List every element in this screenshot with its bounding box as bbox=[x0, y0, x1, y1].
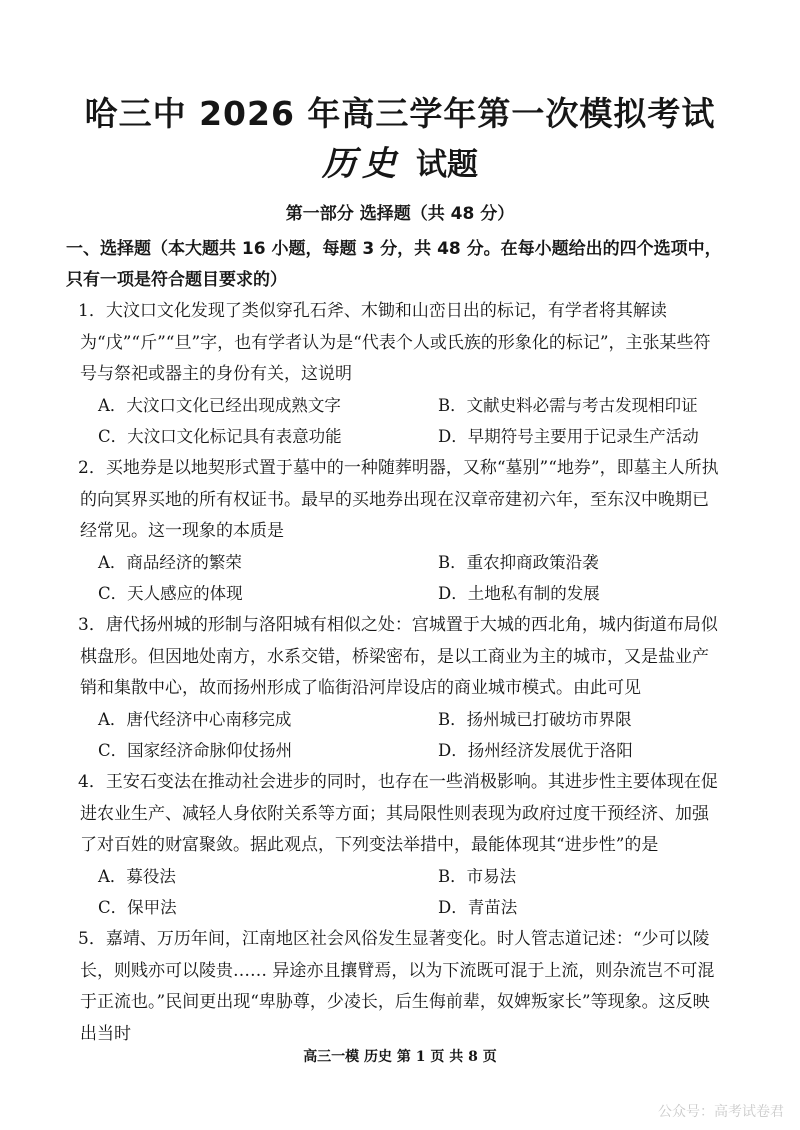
option-a: A．商品经济的繁荣 bbox=[98, 553, 242, 572]
watermark: 公众号：高考试卷君 bbox=[658, 1104, 784, 1120]
option-d: D．早期符号主要用于记录生产活动 bbox=[438, 427, 699, 446]
option-b: B．重农抑商政策沿袭 bbox=[438, 553, 599, 572]
page-footer: 高三一模 历史 第 1 页 共 8 页 bbox=[303, 1049, 497, 1065]
subject-suffix: 试题 bbox=[416, 147, 478, 183]
question-stem: 3．唐代扬州城的形制与洛阳城有相似之处：宫城置于大城的西北角，城内街道布局似棋盘形。但因地处南方，水系交错，桥梁密布，是以工商业为主的城市，又是盐业产销和集散中心，故而扬州形成了临街沿河岸设店的商业城市模式。由此可见 bbox=[78, 615, 718, 698]
option-d: D．土地私有制的发展 bbox=[438, 584, 600, 603]
option-d: D．青苗法 bbox=[438, 898, 518, 917]
subject-name: 历史 bbox=[322, 144, 402, 184]
option-a: A．大汶口文化已经出现成熟文字 bbox=[98, 396, 341, 415]
option-b: B．文献史料必需与考古发现相印证 bbox=[438, 396, 698, 415]
question-stem: 1．大汶口文化发现了类似穿孔石斧、木锄和山峦日出的标记，有学者将其解读为“戊”“斤”“旦”字，也有学者认为是“代表个人或氏族的形象化的标记”，主张某些符号与祭祀或器主的身份有关，这说明 bbox=[78, 301, 711, 384]
question-stem: 5．嘉靖、万历年间，江南地区社会风俗发生显著变化。时人管志道记述：“少可以陵长，则贱亦可以陵贵…… 异途亦且攘臂焉，以为下流既可混于上流，则杂流岂不可混于正流也。”民间更出现“卑胁尊，少凌长，后生侮前辈，奴婢叛家长”等现象。这反映出当时 bbox=[78, 929, 715, 1044]
option-d: D．扬州经济发展优于洛阳 bbox=[438, 741, 633, 760]
part-title: 第一部分 选择题（共 48 分） bbox=[285, 204, 515, 224]
question-options bbox=[98, 547, 718, 609]
question-options bbox=[98, 861, 718, 923]
option-a: A．募役法 bbox=[98, 867, 176, 886]
exam-title: 哈三中 2026 年高三学年第一次模拟考试 bbox=[84, 94, 716, 133]
option-c: C．大汶口文化标记具有表意功能 bbox=[98, 427, 342, 446]
question-options bbox=[98, 390, 718, 452]
option-c: C．国家经济命脉仰仗扬州 bbox=[98, 741, 293, 760]
section-instructions: 一、选择题（本大题共 16 小题，每题 3 分，共 48 分。在每小题给出的四个选项中，只有一项是符合题目要求的） bbox=[66, 239, 722, 290]
question-stem: 4．王安石变法在推动社会进步的同时，也存在一些消极影响。其进步性主要体现在促进农业生产、减轻人身依附关系等方面；其局限性则表现为政府过度干预经济、加强了对百姓的财富聚敛。据此观点，下列变法举措中，最能体现其“进步性”的是 bbox=[78, 772, 718, 855]
question-options bbox=[98, 704, 718, 766]
option-a: A．唐代经济中心南移完成 bbox=[98, 710, 292, 729]
option-c: C．天人感应的体现 bbox=[98, 584, 243, 603]
option-b: B．扬州城已打破坊市界限 bbox=[438, 710, 632, 729]
option-c: C．保甲法 bbox=[98, 898, 177, 917]
option-b: B．市易法 bbox=[438, 867, 517, 886]
subject-heading bbox=[0, 142, 800, 187]
question-stem: 2．买地券是以地契形式置于墓中的一种随葬明器，又称“墓别”“地券”，即墓主人所执的向冥界买地的所有权证书。最早的买地券出现在汉章帝建初六年，至东汉中晚期已经常见。这一现象的本质是 bbox=[78, 458, 719, 541]
